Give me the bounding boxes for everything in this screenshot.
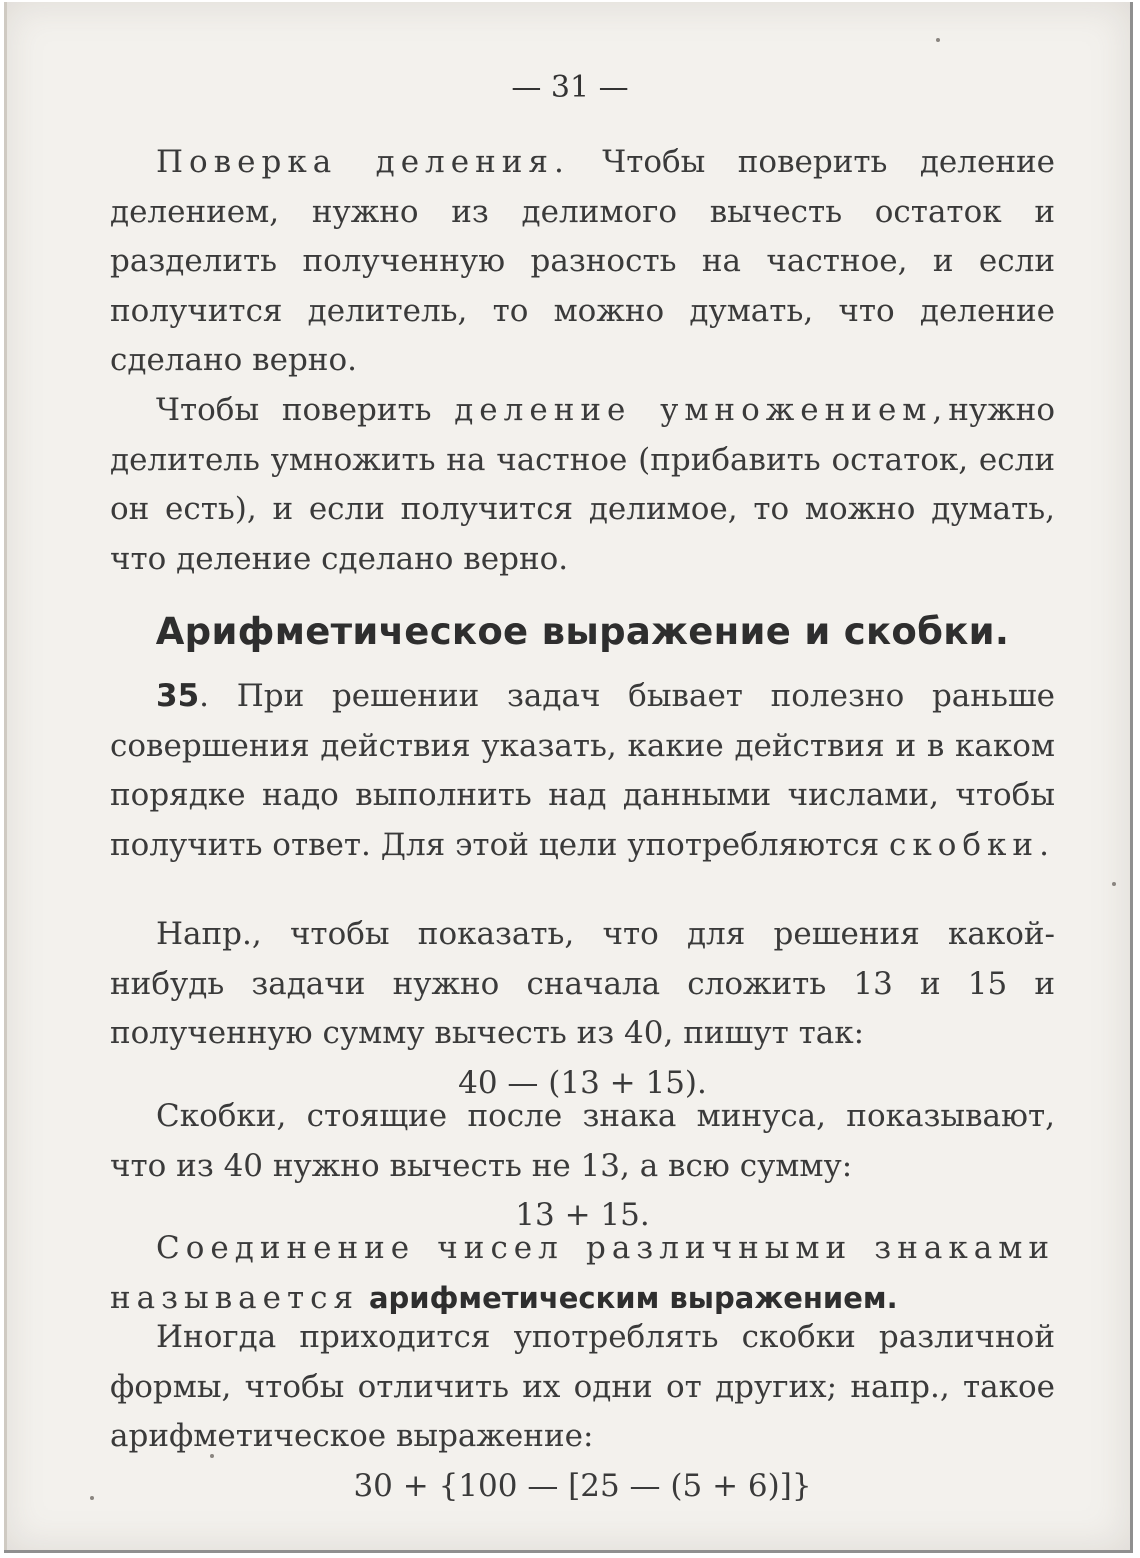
section-35-text: . При решении задач бывает полезно раньше совершения действия указать, какие действия и в каком порядке надо выполнить над данными числами, чтобы получить ответ. Для этой цели употребляются (110, 678, 1055, 863)
print-speck (936, 38, 940, 42)
definition-term: Соединение чисел различными знаками называется (110, 1230, 1055, 1316)
definition-paragraph (110, 1224, 1055, 1323)
brackets-explain: Скобки, стоящие после знака минуса, показывают, что из 40 нужно вычесть не 13, а всю сумму: (110, 1098, 1055, 1184)
section-35-paragraph (110, 672, 1055, 870)
page-number: — 31 — (511, 70, 629, 105)
print-speck (90, 1496, 94, 1500)
division-check-text: Чтобы поверить деление делением, нужно из делимого вычесть остаток и разделить полученную разность на частное, и если получится делитель, то можно думать, что деление сделано верно. (110, 144, 1055, 378)
definition-bold: арифметическим выражением. (368, 1280, 898, 1315)
division-check-term: Поверка деления. (156, 144, 570, 180)
division-check-paragraph (110, 138, 1055, 386)
example-intro: Напр., чтобы показать, что для решения какой-нибудь задачи нужно сначала сложить 13 и 15 и полученную сумму вычесть из 40, пишут так: (110, 916, 1055, 1051)
section-number: 35 (156, 678, 200, 714)
multiplication-check-term: деление умножением, (454, 392, 949, 428)
multiplication-check-after: нужно делитель умножить на частное (прибавить остаток, если он есть), и если получится делимое, то можно думать, что деление сделано верно. (110, 392, 1056, 577)
example-paragraph (110, 910, 1055, 1108)
various-brackets-paragraph (110, 1313, 1055, 1511)
print-speck (1112, 882, 1116, 886)
multiplication-check-paragraph (110, 386, 1055, 584)
section-heading-block (110, 607, 1055, 657)
section-heading: Арифметическое выражение и скобки. (155, 610, 1010, 653)
formula-2: 13 + 15. (515, 1197, 650, 1233)
section-35-term: скобки. (888, 826, 1055, 863)
formula-3: 30 + {100 — [25 — (5 + 6)]} (353, 1467, 812, 1504)
scan-edge (4, 2, 7, 1550)
formula-1: 40 — (13 + 15). (458, 1064, 707, 1101)
various-brackets: Иногда приходится употреблять скобки различной формы, чтобы отличить их одни от других; напр., такое арифметическое выражение: (110, 1319, 1055, 1454)
brackets-explain-paragraph (110, 1092, 1055, 1241)
multiplication-check-before: Чтобы поверить (156, 392, 455, 428)
